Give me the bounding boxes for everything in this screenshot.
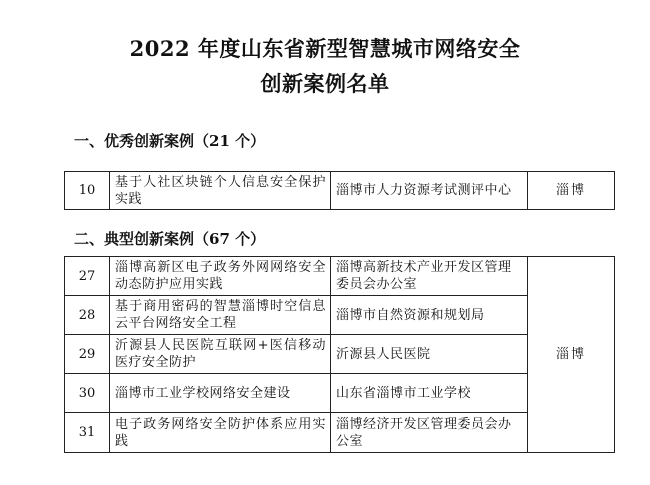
document-title-line-2: 创新案例名单	[260, 71, 390, 96]
typical-cases-table	[64, 256, 615, 453]
table-row	[65, 172, 615, 210]
section-heading-typical: 二、典型创新案例（67 个）	[74, 230, 266, 248]
case-organization: 山东省淄博市工业学校	[331, 374, 528, 413]
case-number: 10	[65, 172, 110, 210]
case-organization: 淄博市人力资源考试测评中心	[331, 172, 528, 210]
case-organization: 沂源县人民医院	[331, 335, 528, 374]
case-organization: 淄博高新技术产业开发区管理委员会办公室	[331, 257, 528, 296]
document-title-line-1: 2022 年度山东省新型智慧城市网络安全	[129, 36, 521, 61]
case-number: 27	[65, 257, 110, 296]
case-name: 淄博高新区电子政务外网网络安全动态防护应用实践	[110, 257, 331, 296]
case-number: 30	[65, 374, 110, 413]
table-row	[65, 257, 615, 296]
case-name: 淄博市工业学校网络安全建设	[110, 374, 331, 413]
case-name: 沂源县人民医院互联网+医信移动医疗安全防护	[110, 335, 331, 374]
case-number: 31	[65, 413, 110, 453]
section-heading-excellent: 一、优秀创新案例（21 个）	[74, 132, 266, 150]
case-organization: 淄博经济开发区管理委员会办公室	[331, 413, 528, 453]
case-number: 28	[65, 296, 110, 335]
case-city: 淄博	[528, 172, 615, 210]
case-name: 基于人社区块链个人信息安全保护实践	[110, 172, 331, 210]
case-city: 淄博	[528, 257, 615, 453]
case-name: 电子政务网络安全防护体系应用实践	[110, 413, 331, 453]
case-name: 基于商用密码的智慧淄博时空信息云平台网络安全工程	[110, 296, 331, 335]
case-organization: 淄博市自然资源和规划局	[331, 296, 528, 335]
case-number: 29	[65, 335, 110, 374]
excellent-cases-table	[64, 171, 615, 210]
